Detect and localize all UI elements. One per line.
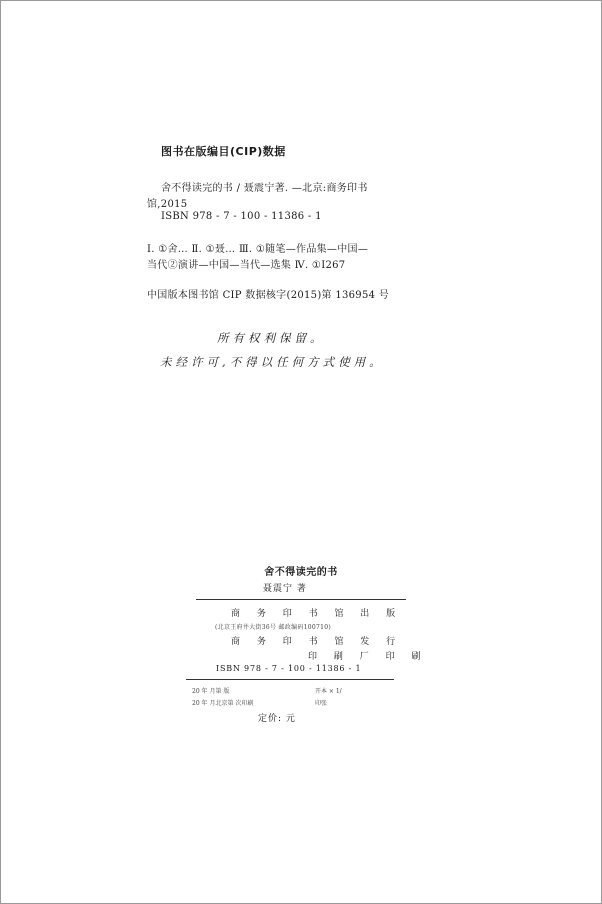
colophon-isbn: ISBN 978 - 7 - 100 - 11386 - 1 (216, 664, 362, 673)
colophon-author: 聂震宁 著 (263, 584, 307, 594)
cip-classification-line1: Ⅰ. ①舍… Ⅱ. ①聂… Ⅲ. ①随笔—作品集—中国— (147, 244, 369, 255)
colophon-edition: 20 年 月第 版 (192, 688, 230, 695)
colophon-book-title: 舍不得读完的书 (264, 567, 338, 578)
colophon-sheets: 印张 (315, 700, 328, 707)
cip-record-number: 中国版本图书馆 CIP 数据核字(2015)第 136954 号 (147, 290, 390, 301)
colophon-rule-bottom (186, 679, 394, 680)
cip-isbn: ISBN 978 - 7 - 100 - 11386 - 1 (161, 211, 322, 222)
colophon-distributor: 商 务 印 书 馆 发 行 (231, 637, 403, 647)
colophon-format: 开本 × 1/ (315, 688, 342, 695)
colophon-printer: 印 刷 厂 印 刷 (308, 652, 428, 662)
cip-classification-line2: 当代②演讲—中国—当代—选集 Ⅳ. ①I267 (147, 260, 346, 271)
colophon-publisher-address: (北京王府井大街36号 邮政编码100710) (215, 624, 332, 631)
colophon-printing: 20 年 月北京第 次印刷 (192, 700, 254, 707)
colophon-price: 定价: 元 (258, 714, 296, 724)
rights-statement-line1: 所有权利保留。 (217, 331, 326, 345)
cip-title: 图书在版编目(CIP)数据 (161, 145, 286, 158)
cip-entry-line2: 馆,2015 (147, 199, 188, 210)
cip-entry-line1: 舍不得读完的书 / 聂震宁著. —北京:商务印书 (161, 183, 368, 194)
colophon-rule-top (196, 599, 406, 600)
rights-statement-line2: 未经许可,不得以任何方式使用。 (160, 355, 385, 369)
colophon-publisher: 商 务 印 书 馆 出 版 (231, 609, 403, 619)
